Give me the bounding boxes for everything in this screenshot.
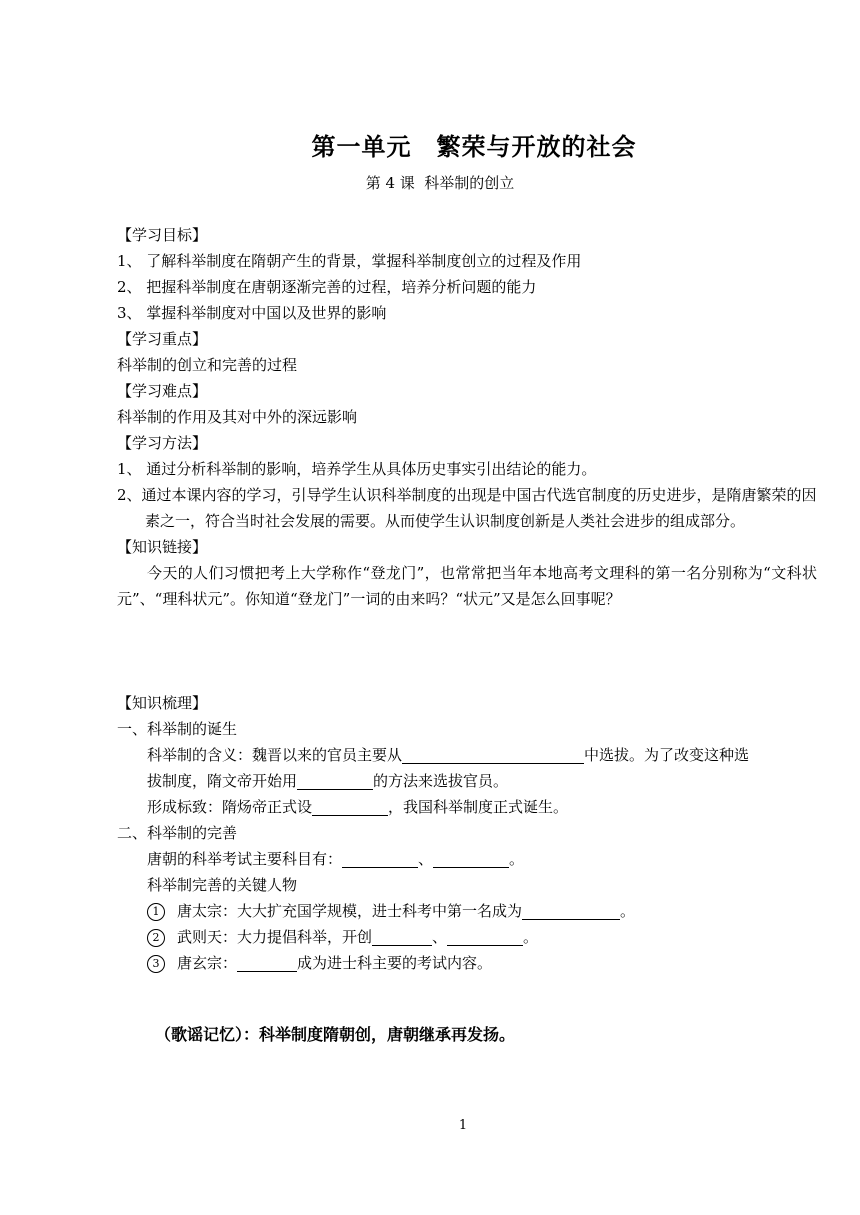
key-points-heading: 【学习重点】 <box>117 330 208 348</box>
page-number: 1 <box>458 1118 468 1133</box>
person-wuzetian: 2 武则天：大力提倡科举，开创 、 。 <box>117 924 817 950</box>
meaning-line: 科举制的含义：魏晋以来的官员主要从 中选拔。为了改变这种选 <box>147 746 750 764</box>
goal-item: 2、 把握科举制度在唐朝逐渐完善的过程，培养分析问题的能力 <box>117 278 537 296</box>
fill-blank[interactable] <box>297 771 373 790</box>
goal-item: 3、 掌握科举制度对中国以及世界的影响 <box>117 304 387 322</box>
blank-space <box>117 612 817 690</box>
circled-number: 1 <box>147 903 165 921</box>
fill-blank[interactable] <box>342 849 418 868</box>
difficulties-text: 科举制的作用及其对中外的深远影响 <box>117 408 358 426</box>
difficulties-heading: 【学习难点】 <box>117 382 208 400</box>
fill-blank[interactable] <box>402 745 584 764</box>
key-points-text: 科举制的创立和完善的过程 <box>117 356 298 374</box>
people-title: 科举制完善的关键人物 <box>147 876 298 894</box>
circled-number: 3 <box>147 955 165 973</box>
lesson-title: 第 4 课 科举制的创立 <box>365 174 515 192</box>
method-item: 1、 通过分析科举制的影响，培养学生从具体历史事实引出结论的能力。 <box>117 460 597 478</box>
section-1-title: 一、科举制的诞生 <box>117 720 238 738</box>
fill-blank[interactable] <box>372 927 432 946</box>
sign-line: 形成标致：隋炀帝正式设 ，我国科举制度正式诞生。 <box>147 798 569 816</box>
meaning-line-cont: 拔制度，隋文帝开始用 的方法来选拔官员。 <box>147 772 509 790</box>
fill-blank[interactable] <box>522 901 620 920</box>
methods-heading: 【学习方法】 <box>117 434 208 452</box>
circled-number: 2 <box>147 929 165 947</box>
person-taizong: 1 唐太宗：大大扩充国学规模，进士科考中第一名成为 。 <box>117 898 817 924</box>
method-item: 2、通过本课内容的学习，引导学生认识科举制度的出现是中国古代选官制度的历史进步，是隋唐繁荣的因素之一，符合当时社会发展的需要。从而使学生认识制度创新是人类社会进步的组成部分。 <box>117 486 817 530</box>
fill-blank[interactable] <box>447 927 523 946</box>
link-heading: 【知识链接】 <box>117 538 208 556</box>
mnemonic-rhyme: （歌谣记忆）：科举制度隋朝创，唐朝继承再发扬。 <box>155 1025 516 1044</box>
unit-title: 第一单元 繁荣与开放的社会 <box>311 132 637 161</box>
section-2-title: 二、科举制的完善 <box>117 824 238 842</box>
goals-heading: 【学习目标】 <box>117 226 208 244</box>
outline-heading: 【知识梳理】 <box>117 694 208 712</box>
subjects-line: 唐朝的科举考试主要科目有： 、 。 <box>147 850 525 868</box>
fill-blank[interactable] <box>433 849 509 868</box>
goal-item: 1、 了解科举制度在隋朝产生的背景，掌握科举制度创立的过程及作用 <box>117 252 582 270</box>
link-text: 今天的人们习惯把考上大学称作“登龙门”，也常常把当年本地高考文理科的第一名分别称为“文科状元”、“理科状元”。你知道“登龙门”一词的由来吗？“状元”又是怎么回事呢？ <box>117 564 817 608</box>
fill-blank[interactable] <box>312 797 388 816</box>
document-body <box>117 222 817 976</box>
person-xuanzong: 3 唐玄宗： 成为进士科主要的考试内容。 <box>117 950 817 976</box>
fill-blank[interactable] <box>237 953 297 972</box>
